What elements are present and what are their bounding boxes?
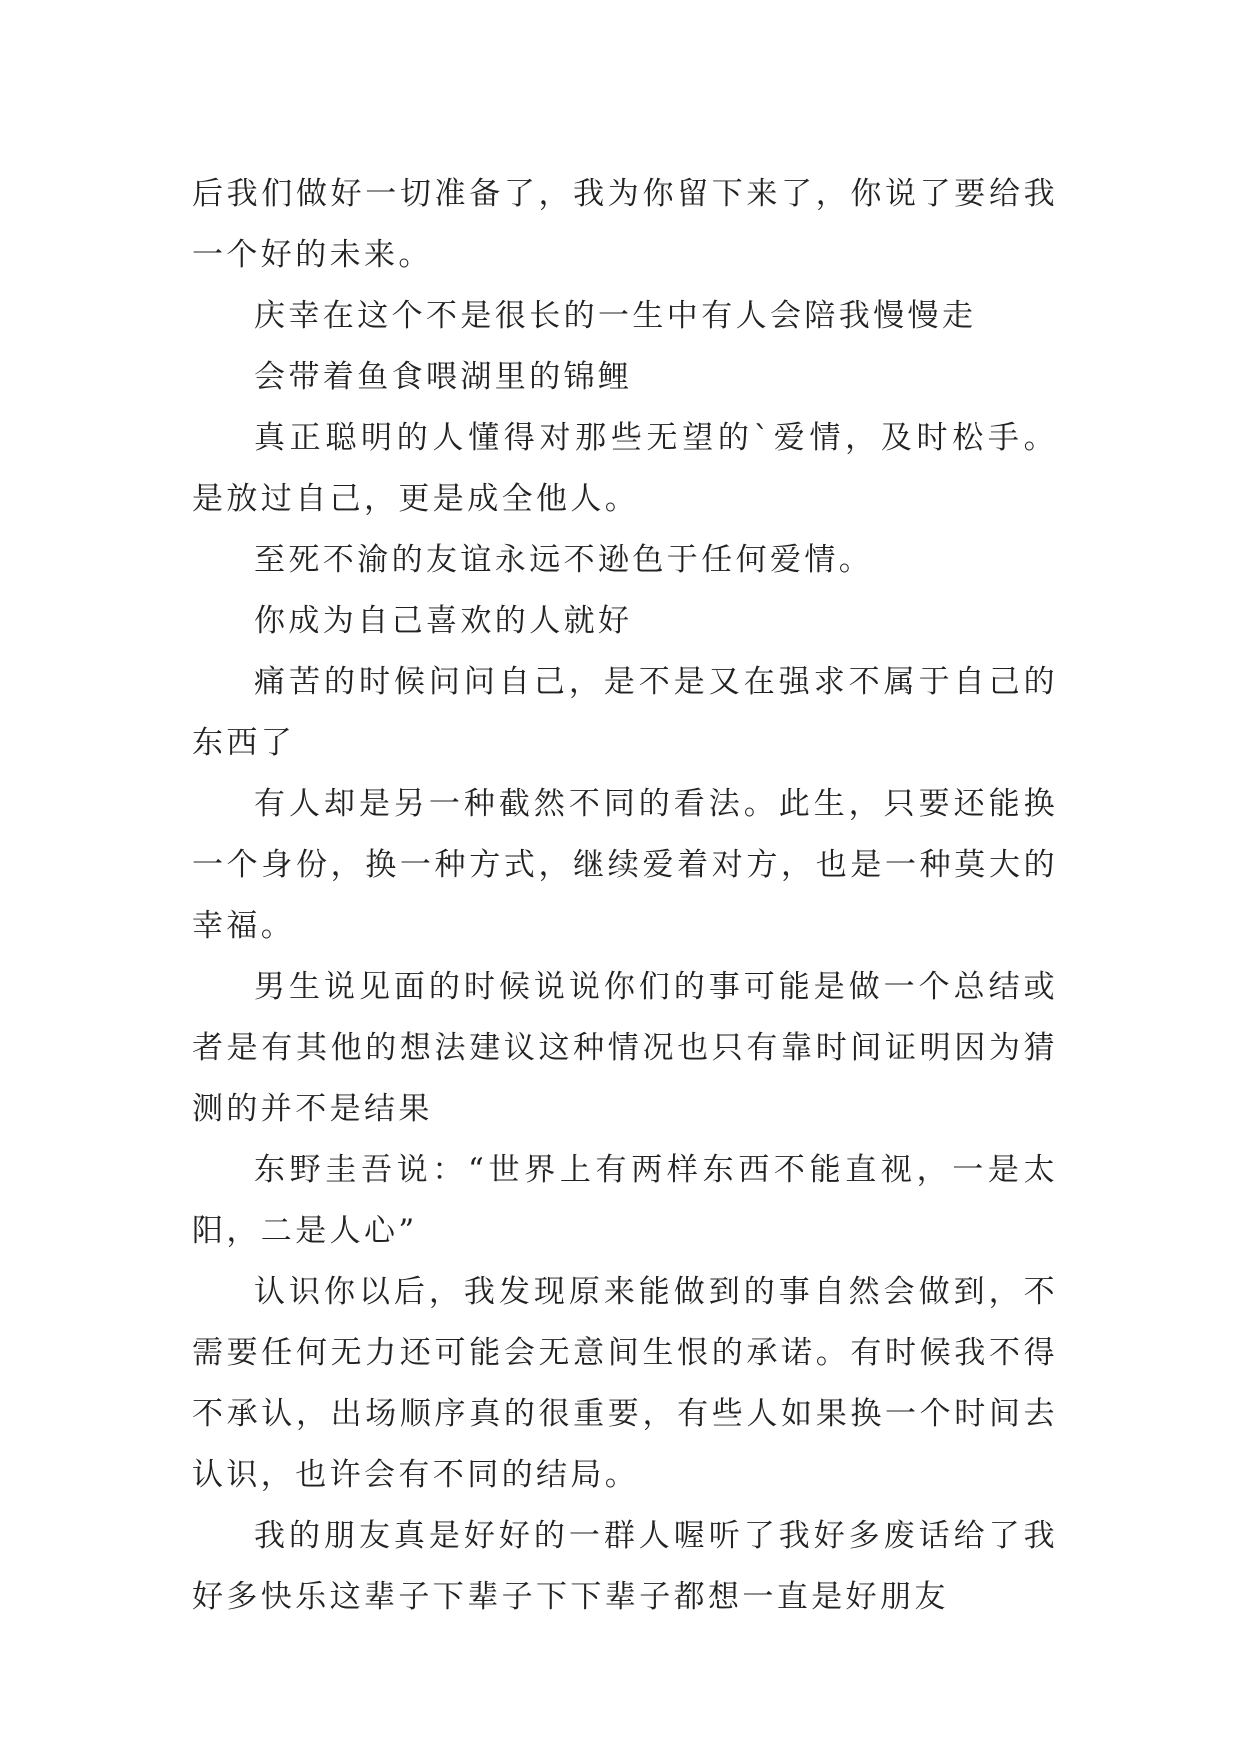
paragraph: 有人却是另一种截然不同的看法。此生，只要还能换一个身份，换一种方式，继续爱着对方，也是一种莫大的幸福。 — [192, 786, 1058, 944]
paragraph: 男生说见面的时候说说你们的事可能是做一个总结或者是有其他的想法建议这种情况也只有靠时间证明因为猜测的并不是结果 — [192, 969, 1058, 1127]
paragraph: 痛苦的时候问问自己，是不是又在强求不属于自己的东西了 — [192, 664, 1058, 761]
paragraph: 我的朋友真是好好的一群人喔听了我好多废话给了我好多快乐这辈子下辈子下下辈子都想一直是好朋友 — [192, 1518, 1058, 1615]
document-body — [192, 164, 1058, 1628]
paragraph: 会带着鱼食喂湖里的锦鲤 — [254, 359, 633, 395]
paragraph: 你成为自己喜欢的人就好 — [254, 603, 633, 639]
paragraph: 至死不渝的友谊永远不逊色于任何爱情。 — [254, 542, 874, 578]
paragraph: 庆幸在这个不是很长的一生中有人会陪我慢慢走 — [254, 298, 977, 334]
paragraph: 东野圭吾说：“世界上有两样东西不能直视，一是太阳，二是人心” — [192, 1152, 1058, 1249]
paragraph: 真正聪明的人懂得对那些无望的`爱情，及时松手。是放过自己，更是成全他人。 — [192, 420, 1058, 517]
paragraph-continued: 后我们做好一切准备了，我为你留下来了，你说了要给我一个好的未来。 — [192, 176, 1058, 273]
paragraph: 认识你以后，我发现原来能做到的事自然会做到，不需要任何无力还可能会无意间生恨的承诺。有时候我不得不承认，出场顺序真的很重要，有些人如果换一个时间去认识，也许会有不同的结局。 — [192, 1274, 1058, 1493]
